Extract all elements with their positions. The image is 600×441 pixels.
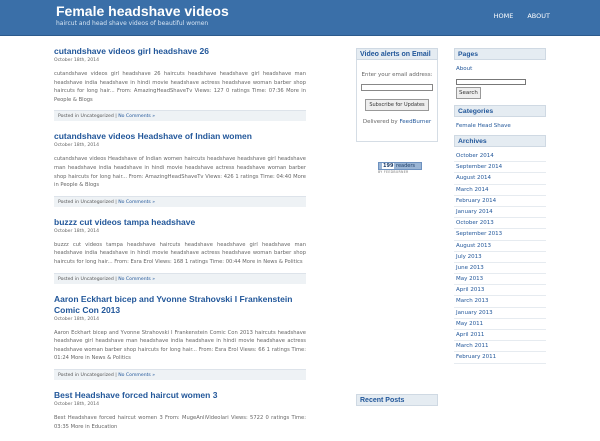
feedburner-link[interactable]: FeedBurner (399, 119, 432, 125)
site-header (0, 0, 600, 36)
post-category-label: Posted in Uncategorized | (58, 114, 119, 120)
post-body: buzzz cut videos tampa headshave haircuts headshave headshave girl headshave man headshave india headshave in hindi movie headshave actress headshave woman barber shop haircuts for long hair... From: Esra Erol Views: 168 1 ratings Time: 00:44 More in News & Politics (54, 241, 306, 265)
comments-link[interactable]: No Comments » (118, 372, 156, 378)
archive-link[interactable]: September 2014 (454, 162, 546, 173)
post-meta (54, 110, 306, 121)
archive-link[interactable]: April 2011 (454, 330, 546, 341)
post-date: October 18th, 2014 (54, 228, 100, 234)
post-title[interactable]: Aaron Eckhart bicep and Yvonne Strahovski I Frankenstein Comic Con 2013 (54, 293, 293, 315)
archive-link[interactable]: March 2014 (454, 185, 546, 196)
post-meta (54, 369, 306, 380)
email-alerts-widget (356, 48, 438, 142)
pages-heading: Pages (454, 48, 546, 60)
feedburner-counter[interactable] (378, 162, 422, 176)
archive-link[interactable]: April 2013 (454, 285, 546, 296)
archives-list (454, 151, 546, 364)
post-title[interactable]: buzzz cut videos tampa headshave (54, 216, 196, 227)
post-meta (54, 273, 306, 284)
comments-link[interactable]: No Comments » (118, 199, 156, 205)
email-alerts-heading: Video alerts on Email (356, 48, 438, 60)
archive-link[interactable]: August 2014 (454, 173, 546, 184)
post-body: Aaron Eckhart bicep and Yvonne Strahovski I Frankenstein Comic Con 2013 haircuts headshave headshave girl headshave man headshave india headshave in hindi movie headshave actress headshave woman barber shop haircuts for long hair... From: Esra Erol Views: 66 1 ratings Time: 01:24 More in News & Politics (54, 329, 306, 362)
archive-link[interactable]: March 2013 (454, 296, 546, 307)
post (54, 131, 306, 206)
post-date: October 18th, 2014 (54, 58, 100, 63)
post (54, 390, 306, 431)
post-category-label: Posted in Uncategorized | (58, 199, 119, 205)
archive-link[interactable]: July 2013 (454, 252, 546, 263)
post-meta (54, 196, 306, 207)
comments-link[interactable]: No Comments » (118, 276, 156, 282)
post-date: October 18th, 2014 (54, 143, 100, 149)
comments-link[interactable]: No Comments » (118, 114, 156, 120)
nav-home-link[interactable]: HOME (493, 12, 514, 20)
email-input[interactable] (361, 84, 433, 91)
email-label: Enter your email address: (361, 72, 433, 78)
categories-heading: Categories (454, 105, 546, 117)
post (54, 294, 306, 380)
email-alerts-form (356, 60, 438, 142)
post-list (54, 46, 306, 441)
recent-posts-widget (356, 394, 438, 406)
delivered-by (360, 119, 434, 125)
reader-count (378, 162, 422, 170)
right-sidebar (454, 48, 546, 364)
archive-link[interactable]: February 2011 (454, 352, 546, 363)
post-body: Best Headshave forced haircut women 3 From: MugeAnliVideolari Views: 5722 0 ratings Time: 03:35 More in Education (54, 414, 306, 430)
archive-link[interactable]: January 2014 (454, 207, 546, 218)
post-category-label: Posted in Uncategorized | (58, 276, 119, 282)
archive-link[interactable]: March 2011 (454, 341, 546, 352)
post-category-label: Posted in Uncategorized | (58, 372, 119, 378)
site-title[interactable]: Female headshave videos (56, 3, 229, 19)
search-input[interactable] (456, 79, 526, 85)
categories-list (454, 117, 546, 135)
post-title[interactable]: cutandshave videos girl headshave 26 (54, 46, 209, 56)
subscribe-button[interactable]: Subscribe for Updates (365, 99, 428, 111)
post-date: October 18th, 2014 (54, 316, 100, 322)
nav-about-link[interactable]: ABOUT (527, 12, 550, 20)
pages-list (454, 60, 546, 105)
post-date: October 18th, 2014 (54, 401, 100, 407)
post-title[interactable]: Best Headshave forced haircut women 3 (54, 389, 218, 400)
archive-link[interactable]: May 2011 (454, 319, 546, 330)
archive-link[interactable]: February 2014 (454, 196, 546, 207)
post-body: cutandshave videos Headshave of Indian women haircuts headshave headshave girl headshave man headshave india headshave in hindi movie headshave actress headshave woman barber shop haircuts for long hair... From: AmazingHeadShaveTv Views: 426 1 ratings Time: 04:40 More in People & Blogs (54, 156, 306, 189)
site-description: haircut and head shave videos of beautiful women (56, 20, 209, 27)
archive-link[interactable]: May 2013 (454, 274, 546, 285)
archive-link[interactable]: January 2013 (454, 308, 546, 319)
reader-count-value: 199 (383, 163, 394, 169)
reader-count-label: readers (396, 163, 416, 169)
archives-heading: Archives (454, 135, 546, 147)
archive-link[interactable]: June 2013 (454, 263, 546, 274)
search-button[interactable]: Search (456, 87, 481, 99)
recent-posts-heading: Recent Posts (356, 394, 438, 406)
post-body: cutandshave videos girl headshave 26 haircuts headshave headshave girl headshave man headshave india headshave in hindi movie headshave actress headshave woman barber shop haircuts for long hair... From: AmazingHeadShaveTv Views: 127 0 ratings Time: 07:36 More in People & Blogs (54, 71, 306, 103)
main-nav (494, 12, 550, 20)
delivered-by-label: Delivered by (362, 119, 400, 125)
feedburner-label: BY FEEDBURNER (378, 170, 409, 174)
archive-link[interactable]: October 2014 (454, 151, 546, 162)
post (54, 46, 306, 121)
post-title[interactable]: cutandshave videos Headshave of Indian women (54, 131, 252, 142)
category-link[interactable]: Female Head Shave (456, 123, 511, 129)
post (54, 217, 306, 284)
archive-link[interactable]: October 2013 (454, 218, 546, 229)
archive-link[interactable]: August 2013 (454, 241, 546, 252)
page-link-about[interactable]: About (456, 66, 473, 72)
archive-link[interactable]: September 2013 (454, 229, 546, 240)
